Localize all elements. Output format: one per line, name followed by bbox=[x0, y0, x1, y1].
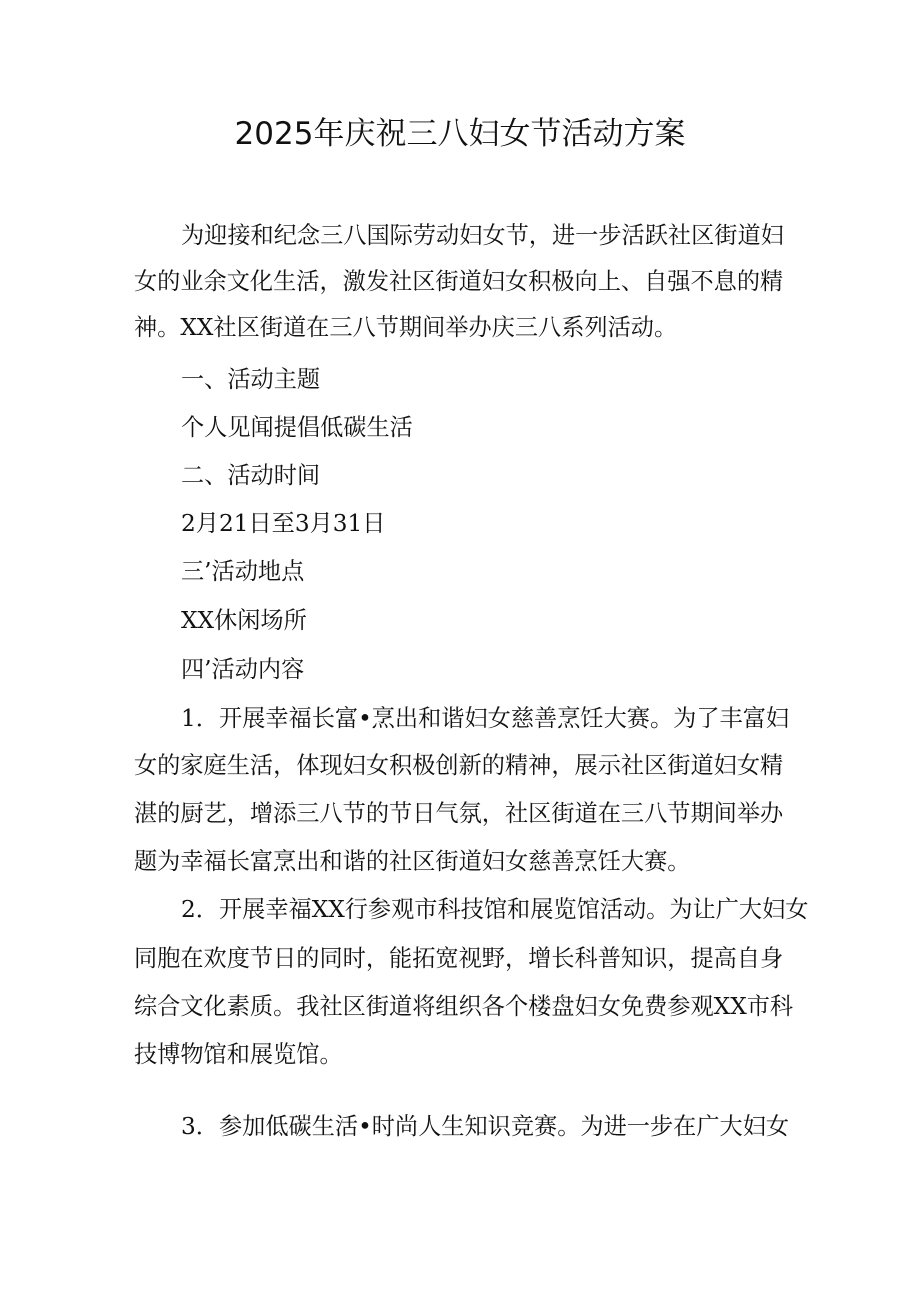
paragraph-line: 2月21日至3月31日 bbox=[181, 510, 386, 537]
paragraph-line: 女的家庭生活，体现妇女积极创新的精神，展示社区街道妇女精 bbox=[134, 752, 784, 779]
paragraph-line: 个人见闻提倡低碳生活 bbox=[181, 414, 413, 441]
paragraph-line: 同胞在欢度节日的同时，能拓宽视野，增长科普知识，提高自身 bbox=[134, 945, 784, 972]
section-heading: 三’活动地点 bbox=[181, 558, 305, 585]
section-heading: 四’活动内容 bbox=[181, 656, 305, 683]
paragraph-line: 1．开展幸福长富•烹出和谐妇女慈善烹饪大赛。为了丰富妇 bbox=[181, 705, 790, 732]
paragraph-line: 2．开展幸福XX行参观市科技馆和展览馆活动。为让广大妇女 bbox=[181, 896, 809, 923]
paragraph-line: 女的业余文化生活，激发社区街道妇女积极向上、自强不息的精 bbox=[134, 268, 784, 295]
paragraph-line: 题为幸福长富烹出和谐的社区街道妇女慈善烹饪大赛。 bbox=[134, 848, 691, 875]
paragraph-line: 3．参加低碳生活•时尚人生知识竞赛。为进一步在广大妇女 bbox=[181, 1113, 790, 1140]
paragraph-line: XX休闲场所 bbox=[181, 607, 307, 634]
paragraph-line: 技博物馆和展览馆。 bbox=[134, 1041, 343, 1068]
document-title: 2025年庆祝三八妇女节活动方案 bbox=[234, 116, 686, 152]
paragraph-line: 神。XX社区街道在三八节期间举办庆三八系列活动。 bbox=[134, 314, 678, 341]
paragraph-line: 为迎接和纪念三八国际劳动妇女节，进一步活跃社区街道妇 bbox=[181, 222, 784, 249]
paragraph-line: 湛的厨艺，增添三八节的节日气氛，社区街道在三八节期间举办 bbox=[134, 800, 784, 827]
section-heading: 二、活动时间 bbox=[181, 462, 321, 489]
section-heading: 一、活动主题 bbox=[181, 366, 321, 393]
paragraph-line: 综合文化素质。我社区街道将组织各个楼盘妇女免费参观XX市科 bbox=[134, 993, 794, 1020]
